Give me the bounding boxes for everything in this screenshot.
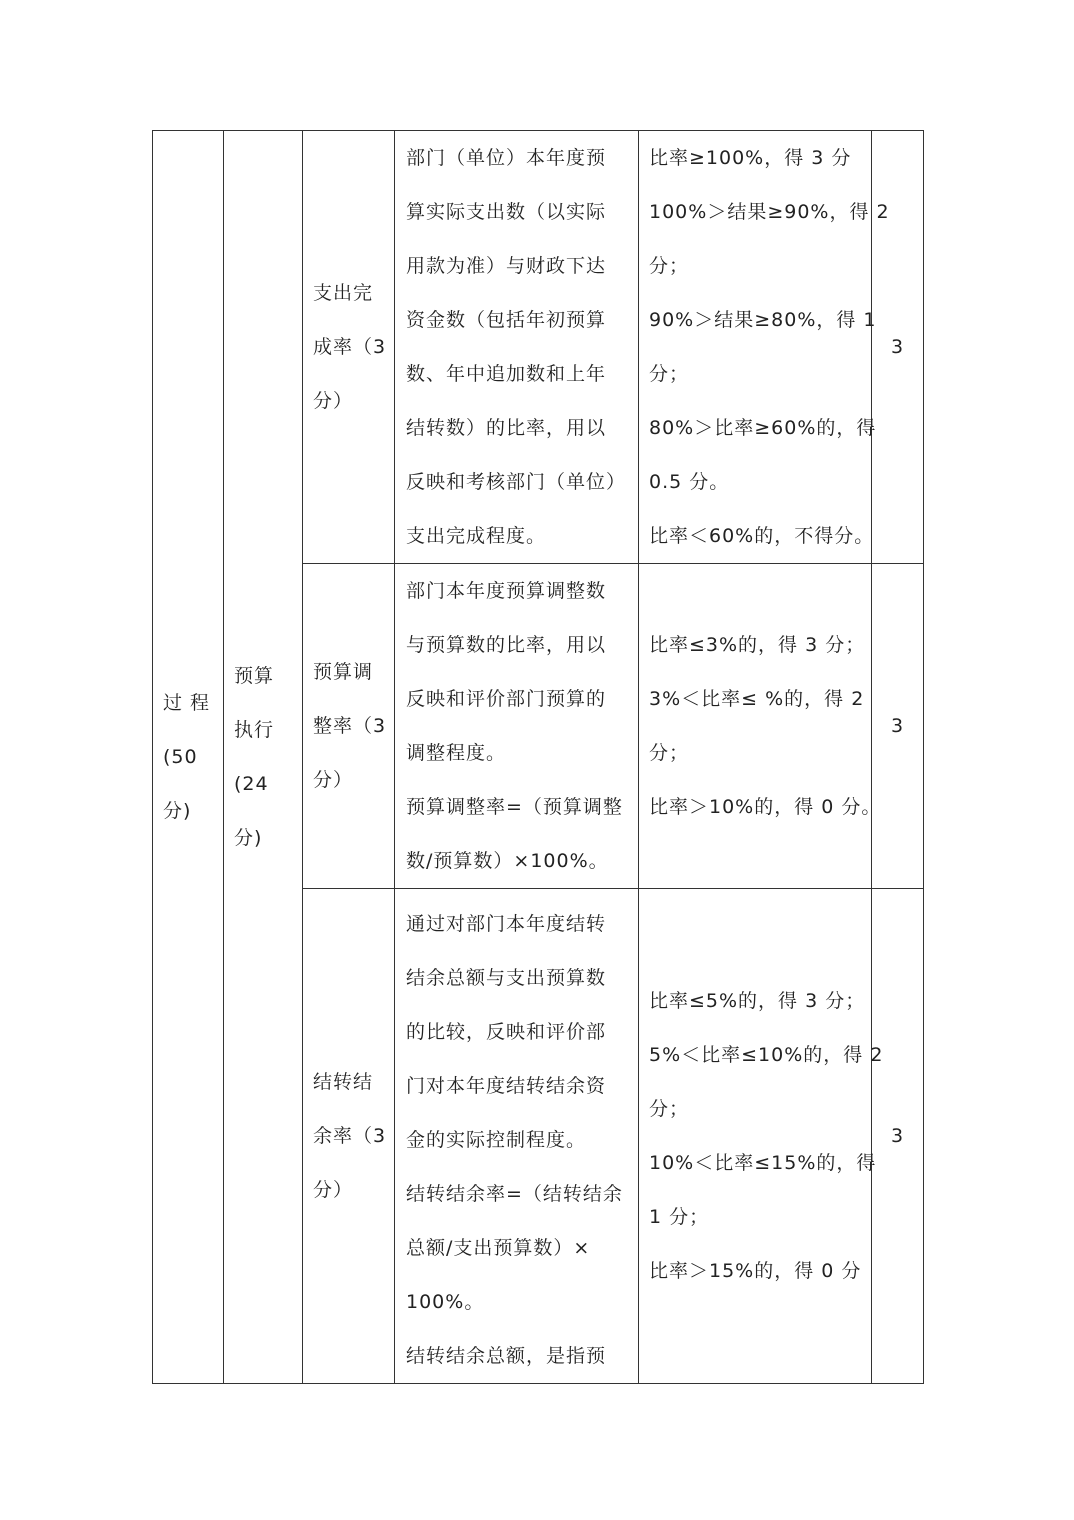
- score-value: 3: [890, 715, 905, 737]
- indicator-text: 分）: [313, 390, 354, 412]
- indicator-text: 分）: [313, 769, 354, 791]
- description-text: 资金数（包括年初预算: [406, 309, 607, 331]
- indicator-text: 支出完: [313, 282, 374, 304]
- subcategory-text: 预算: [234, 665, 275, 687]
- description-text: 预算调整率=（预算调整: [406, 796, 623, 818]
- description-text: 通过对部门本年度结转: [406, 913, 607, 935]
- description-text: 结转结余总额，是指预: [406, 1345, 607, 1367]
- evaluation-table: [152, 130, 924, 1384]
- criteria-text: 分；: [649, 1098, 690, 1120]
- description-cell: [395, 889, 639, 1384]
- table-row: [153, 131, 924, 564]
- criteria-text: 比率＞15%的，得 0 分: [649, 1260, 862, 1282]
- indicator-cell: [303, 564, 395, 889]
- subcategory-text: 执行: [234, 719, 275, 741]
- subcategory-cell: [224, 131, 303, 1384]
- description-text: 部门（单位）本年度预: [406, 147, 607, 169]
- description-text: 100%。: [406, 1291, 485, 1313]
- description-text: 的比较，反映和评价部: [406, 1021, 607, 1043]
- subcategory-text: 分): [234, 827, 263, 849]
- description-text: 总额/支出预算数）×: [406, 1237, 591, 1259]
- score-cell: [872, 889, 924, 1384]
- criteria-text: 分；: [649, 255, 690, 277]
- description-text: 算实际支出数（以实际: [406, 201, 607, 223]
- criteria-text: 90%＞结果≥80%，得 1: [649, 309, 877, 331]
- description-text: 门对本年度结转结余资: [406, 1075, 607, 1097]
- criteria-cell: [639, 131, 890, 564]
- score-value: 3: [890, 336, 905, 358]
- description-cell: [395, 131, 639, 564]
- score-value: 3: [890, 1125, 905, 1147]
- description-text: 支出完成程度。: [406, 525, 547, 547]
- criteria-text: 分；: [649, 363, 690, 385]
- criteria-text: 比率≤3%的，得 3 分；: [649, 634, 866, 656]
- score-cell: [872, 131, 924, 564]
- description-text: 数、年中追加数和上年: [406, 363, 607, 385]
- criteria-text: 比率＞10%的，得 0 分。: [649, 796, 882, 818]
- indicator-text: 成率（3: [313, 336, 387, 358]
- description-text: 结余总额与支出预算数: [406, 967, 607, 989]
- indicator-cell: [303, 131, 395, 564]
- indicator-text: 预算调: [313, 661, 374, 683]
- description-text: 数/预算数）×100%。: [406, 850, 609, 872]
- description-text: 部门本年度预算调整数: [406, 580, 607, 602]
- subcategory-text: (24: [234, 773, 269, 795]
- category-text: 分): [163, 800, 192, 822]
- category-cell: [153, 131, 224, 1384]
- criteria-text: 10%＜比率≤15%的，得: [649, 1152, 877, 1174]
- criteria-text: 比率≤5%的，得 3 分；: [649, 990, 866, 1012]
- description-text: 反映和考核部门（单位）: [406, 471, 627, 493]
- criteria-text: 分；: [649, 742, 690, 764]
- indicator-text: 余率（3: [313, 1125, 387, 1147]
- criteria-text: 5%＜比率≤10%的，得 2: [649, 1044, 884, 1066]
- description-text: 与预算数的比率，用以: [406, 634, 607, 656]
- category-text: (50: [163, 746, 198, 768]
- description-text: 结转结余率=（结转结余: [406, 1183, 623, 1205]
- criteria-cell: [639, 889, 884, 1384]
- indicator-cell: [303, 889, 395, 1384]
- indicator-text: 分）: [313, 1179, 354, 1201]
- criteria-text: 比率＜60%的，不得分。: [649, 525, 875, 547]
- description-text: 金的实际控制程度。: [406, 1129, 587, 1151]
- criteria-cell: [639, 564, 882, 889]
- description-text: 反映和评价部门预算的: [406, 688, 607, 710]
- description-text: 结转数）的比率，用以: [406, 417, 607, 439]
- criteria-text: 80%＞比率≥60%的，得: [649, 417, 877, 439]
- criteria-text: 100%＞结果≥90%，得 2: [649, 201, 890, 223]
- score-cell: [872, 564, 924, 889]
- category-text: 过 程: [163, 692, 211, 714]
- criteria-text: 1 分；: [649, 1206, 710, 1228]
- description-text: 用款为准）与财政下达: [406, 255, 607, 277]
- criteria-text: 0.5 分。: [649, 471, 730, 493]
- indicator-text: 整率（3: [313, 715, 387, 737]
- criteria-text: 比率≥100%，得 3 分: [649, 147, 852, 169]
- description-text: 调整程度。: [406, 742, 507, 764]
- description-cell: [395, 564, 639, 889]
- indicator-text: 结转结: [313, 1071, 374, 1093]
- criteria-text: 3%＜比率≤ %的，得 2: [649, 688, 865, 710]
